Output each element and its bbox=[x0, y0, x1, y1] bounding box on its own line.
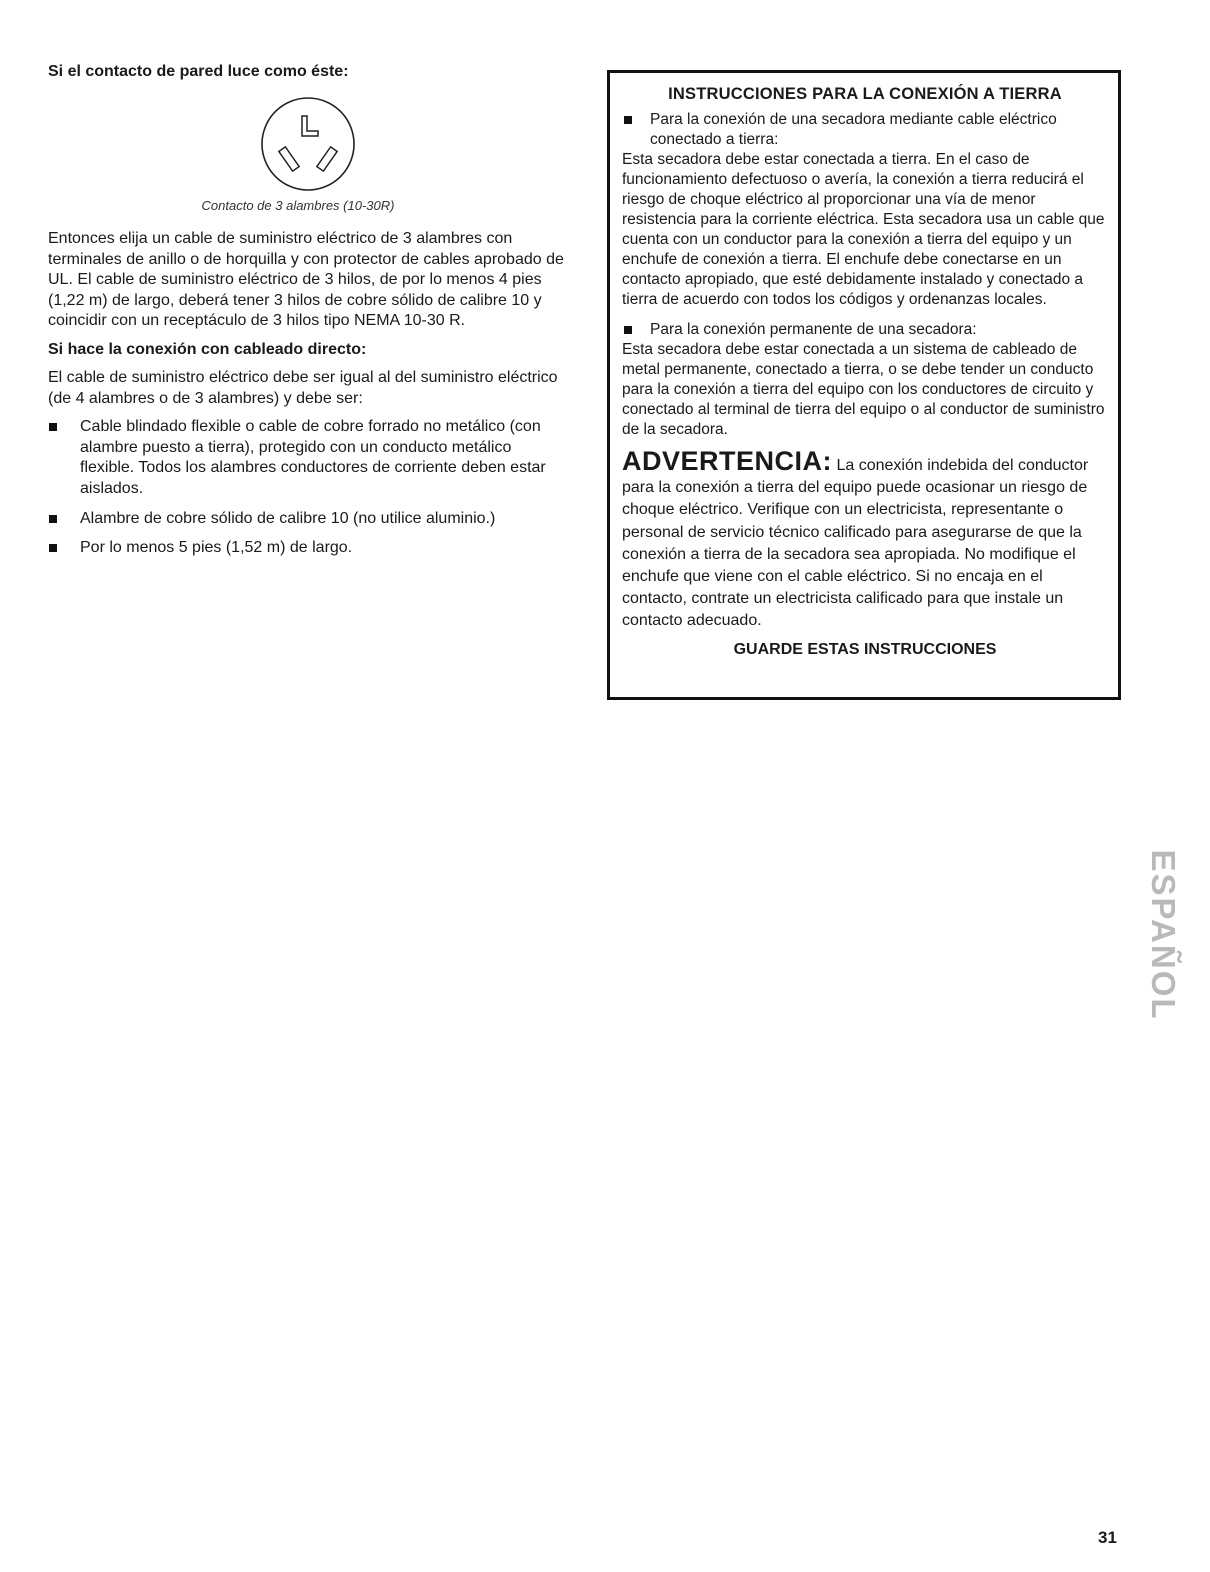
cord-connected-section bbox=[622, 110, 1108, 310]
list-item: Para la conexión de una secadora mediante cable eléctrico conectado a tierra: bbox=[622, 110, 1108, 150]
permanent-connection-paragraph: Esta secadora debe estar conectada a un sistema de cableado de metal permanente, conectado a tierra, o se debe tender un conducto para la conexión a tierra del equipo con los conductores de circuito y conectado al terminal de tierra del equipo o al conductor de suministro de la secadora. bbox=[622, 341, 1105, 438]
list-item: Alambre de cobre sólido de calibre 10 (no utilice aluminio.) bbox=[48, 509, 568, 530]
list-item: Para la conexión permanente de una secadora: bbox=[622, 320, 1108, 340]
three-wire-paragraph: Entonces elija un cable de suministro eléctrico de 3 alambres con terminales de anillo o de horquilla y con protector de cables aprobado de UL. El cable de suministro eléctrico de 3 hilos, de por lo menos 4 pies (1,22 m) de largo, deberá tener 3 hilos de cobre sólido de calibre 10 y coincidir con un receptáculo de 3 hilos tipo NEMA 10-30 R. bbox=[48, 230, 564, 330]
square-bullet-icon bbox=[49, 515, 57, 523]
outlet-3-wire-icon bbox=[258, 94, 358, 194]
square-bullet-icon bbox=[624, 326, 632, 334]
square-bullet-icon bbox=[624, 116, 632, 124]
warning-text: La conexión indebida del conductor para la conexión a tierra del equipo puede ocasionar un riesgo de choque eléctrico. Verifique con un electricista, representante o personal de servicio técnico calificado para asegurarse de que la conexión a tierra de la secadora sea apropiada. No modifique el enchufe que viene con el cable eléctrico. Si no encaja en el contacto, contrate un electricista calificado para que instale un contacto adecuado. bbox=[622, 457, 1089, 630]
direct-wiring-paragraph: El cable de suministro eléctrico debe ser igual al del suministro eléctrico (de 4 alambres o de 3 alambres) y debe ser: bbox=[48, 368, 558, 407]
square-bullet-icon bbox=[49, 423, 57, 431]
warning-signal-word: ADVERTENCIA: bbox=[622, 446, 833, 476]
permanent-connection-section bbox=[622, 320, 1108, 440]
page-number: 31 bbox=[1098, 1528, 1117, 1547]
figure-caption: Contacto de 3 alambres (10-30R) bbox=[201, 198, 395, 213]
grounding-instructions-box bbox=[607, 70, 1121, 700]
warning-paragraph bbox=[622, 446, 1108, 633]
save-instructions-footer: GUARDE ESTAS INSTRUCCIONES bbox=[733, 640, 997, 658]
language-side-tab bbox=[1145, 812, 1182, 1057]
left-column bbox=[48, 62, 568, 568]
box-title: INSTRUCCIONES PARA LA CONEXIÓN A TIERRA bbox=[668, 85, 1062, 103]
side-tab-label: ESPAÑOL bbox=[1145, 848, 1182, 1021]
outlet-intro-heading: Si el contacto de pared luce como éste: bbox=[48, 63, 349, 80]
list-item: Cable blindado flexible o cable de cobre forrado no metálico (con alambre puesto a tierra), protegido con un conducto metálico flexible. Todos los alambres conductores de corriente deben estar aislados. bbox=[48, 417, 568, 499]
cord-connected-paragraph: Esta secadora debe estar conectada a tierra. En el caso de funcionamiento defectuoso o avería, la conexión a tierra reducirá el riesgo de choque eléctrico al proporcionar una vía de menor resistencia para la corriente eléctrica. Esta secadora usa un cable que cuenta con un conductor para la conexión a tierra del equipo y un enchufe de conexión a tierra. El enchufe debe conectarse en un contacto apropiado, que esté debidamente instalado y conectado a tierra de acuerdo con todos los códigos y ordenanzas locales. bbox=[622, 151, 1105, 308]
square-bullet-icon bbox=[49, 544, 57, 552]
direct-wiring-heading: Si hace la conexión con cableado directo: bbox=[48, 340, 367, 358]
requirements-list bbox=[48, 417, 568, 559]
list-item: Por lo menos 5 pies (1,52 m) de largo. bbox=[48, 538, 568, 559]
